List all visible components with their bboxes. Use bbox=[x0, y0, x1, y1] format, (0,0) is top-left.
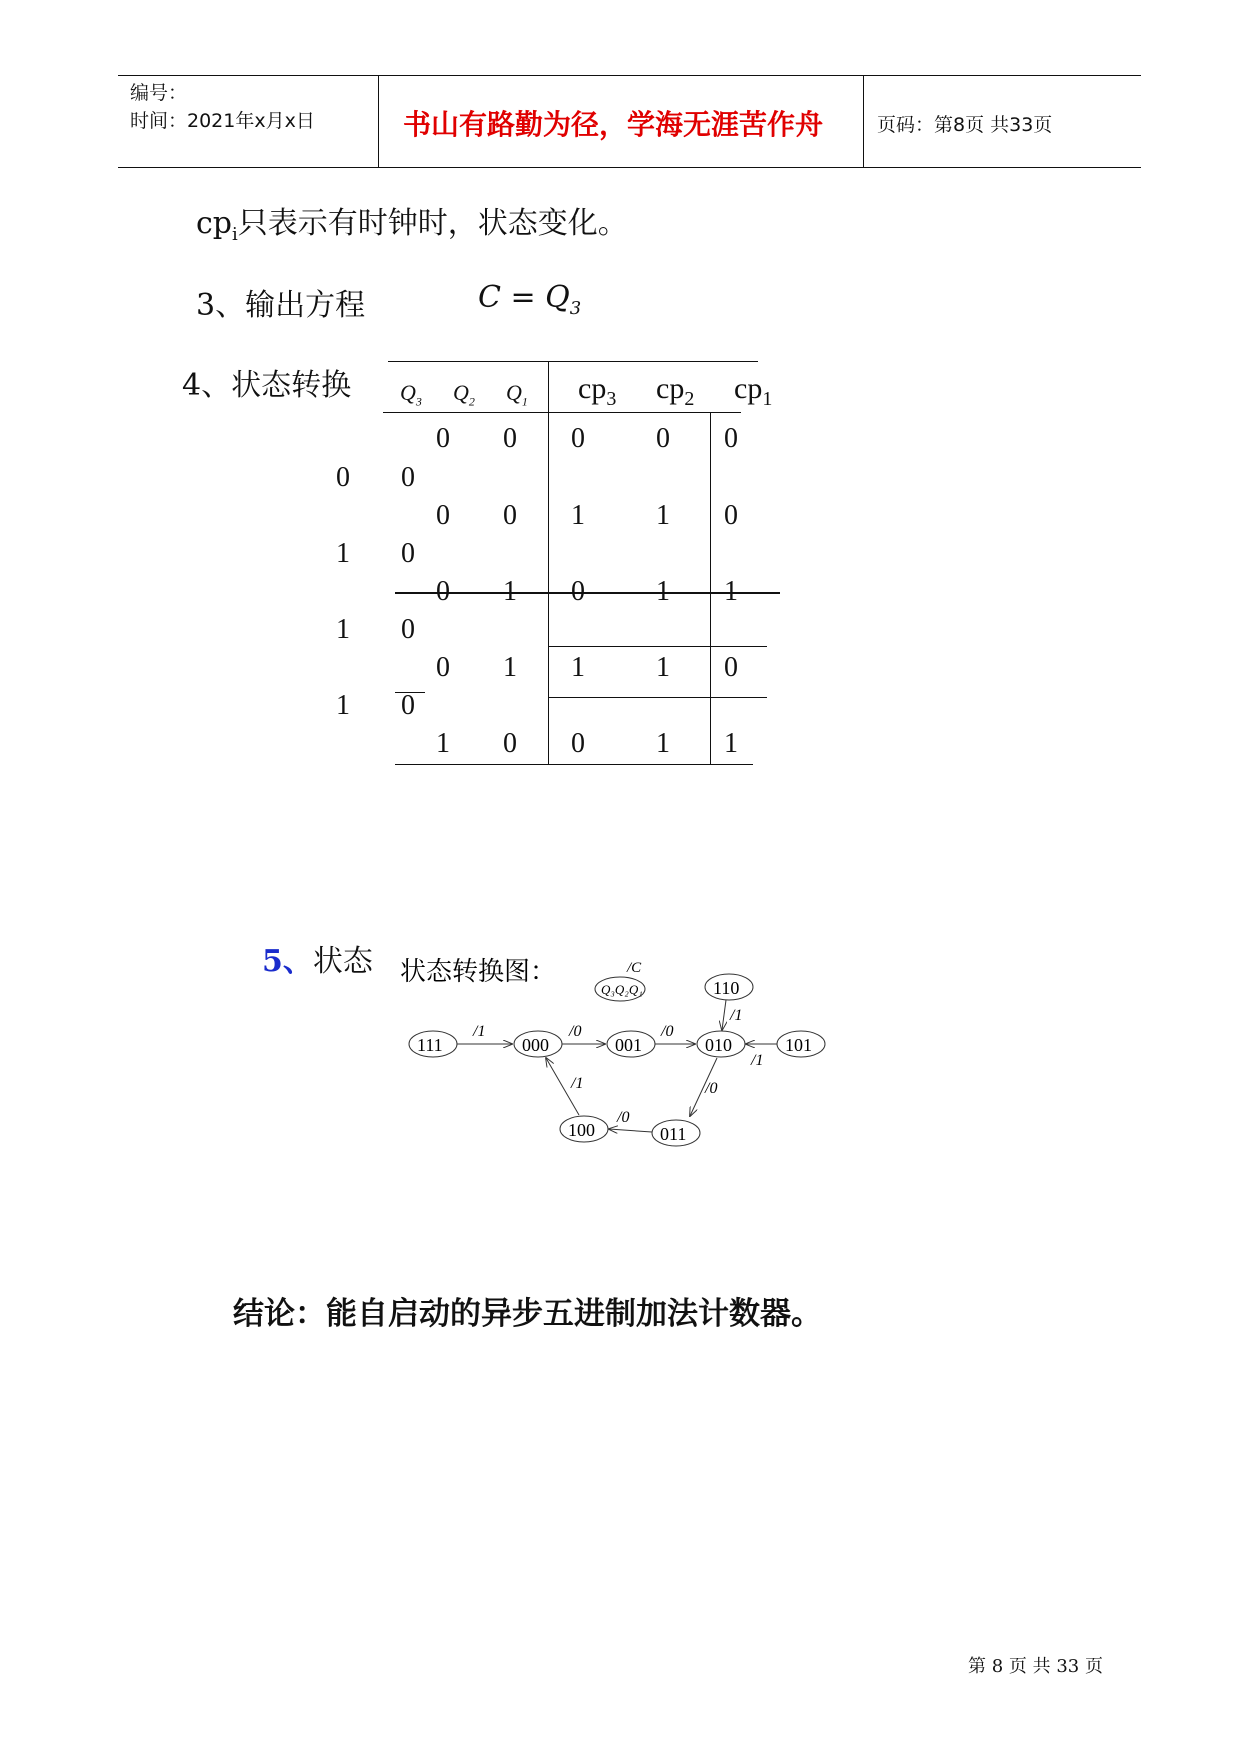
th-cp2: $cp_2$ bbox=[656, 372, 695, 410]
edge-label: /1 bbox=[473, 1023, 486, 1040]
edge-label: /1 bbox=[730, 1007, 743, 1024]
edge-label: /0 bbox=[661, 1023, 674, 1040]
edge-label: /1 bbox=[571, 1075, 584, 1092]
table-cell: 1 bbox=[503, 576, 517, 607]
state-node-001-label: 001 bbox=[615, 1035, 642, 1055]
table-cell: 0 bbox=[436, 500, 450, 531]
table-row-rule-3 bbox=[548, 646, 767, 647]
table-cell: 0 bbox=[724, 500, 738, 531]
table-cell: 0 bbox=[401, 538, 415, 569]
clock-note-prefix: cp bbox=[196, 206, 233, 241]
th-cp3: $cp_3$ bbox=[578, 372, 617, 410]
header-bottom-rule bbox=[118, 167, 1141, 168]
diagram-heading-text: 状态 bbox=[312, 944, 373, 979]
header-motto: 书山有路勤为径，学海无涯苦作舟 bbox=[403, 108, 824, 141]
table-top-rule bbox=[388, 361, 758, 362]
table-cell: 0 bbox=[656, 423, 670, 454]
footer-page-number: 第 8 页 共 33 页 bbox=[968, 1656, 1103, 1677]
table-cell: 1 bbox=[336, 538, 350, 569]
edge-label: /0 bbox=[705, 1080, 718, 1097]
table-cell: 1 bbox=[571, 500, 585, 531]
table-cell: 0 bbox=[401, 462, 415, 493]
header-page-label: 页码：第8页 共33页 bbox=[877, 114, 1053, 136]
table-cell: 0 bbox=[571, 423, 585, 454]
table-row-rule-4 bbox=[548, 697, 767, 698]
table-cell: 0 bbox=[503, 728, 517, 759]
edge-label: /1 bbox=[751, 1052, 764, 1069]
table-cell: 0 bbox=[336, 462, 350, 493]
state-node-100-label: 100 bbox=[568, 1120, 595, 1140]
th-q3: $Q_3$ bbox=[400, 380, 422, 409]
table-header-rule bbox=[383, 412, 741, 413]
table-cell: 0 bbox=[401, 690, 415, 721]
edge-110-010 bbox=[722, 1000, 726, 1030]
eq-lhs: C bbox=[478, 280, 501, 315]
legend-node-label: Q₃Q₂Q₁ bbox=[601, 982, 643, 997]
table-cell: 0 bbox=[503, 500, 517, 531]
table-cell: 1 bbox=[656, 652, 670, 683]
table-cell: 1 bbox=[336, 614, 350, 645]
clock-note bbox=[196, 198, 628, 245]
state-node-111-label: 111 bbox=[417, 1035, 443, 1055]
output-equation-label: 3、输出方程 bbox=[196, 288, 366, 323]
table-title: 4、状态转换 bbox=[182, 368, 352, 403]
table-cell: 0 bbox=[571, 576, 585, 607]
table-cell: 1 bbox=[656, 500, 670, 531]
table-cell: 1 bbox=[336, 690, 350, 721]
header-divider-left bbox=[378, 75, 379, 167]
diagram-heading bbox=[262, 936, 373, 980]
diagram-title: 状态转换图： bbox=[400, 957, 557, 986]
table-cell: 1 bbox=[656, 576, 670, 607]
state-node-011-label: 011 bbox=[660, 1124, 687, 1144]
legend-output: /C bbox=[627, 960, 642, 976]
table-cell: 0 bbox=[724, 652, 738, 683]
header-divider-right bbox=[863, 75, 864, 167]
table-cell: 0 bbox=[724, 423, 738, 454]
table-cell: 0 bbox=[436, 576, 450, 607]
table-cell: 1 bbox=[656, 728, 670, 759]
state-node-110-label: 110 bbox=[713, 978, 740, 998]
table-cell: 0 bbox=[436, 652, 450, 683]
th-q2: $Q_2$ bbox=[453, 380, 475, 409]
edge-011-100 bbox=[609, 1129, 652, 1132]
table-bottom-rule bbox=[395, 764, 753, 765]
eq-sub: 3 bbox=[569, 298, 582, 319]
table-divider-1 bbox=[548, 361, 549, 765]
table-cell: 1 bbox=[724, 576, 738, 607]
state-node-010-label: 010 bbox=[705, 1035, 732, 1055]
edge-label: /0 bbox=[569, 1023, 582, 1040]
table-cell: 0 bbox=[436, 423, 450, 454]
header-top-rule bbox=[118, 75, 1141, 76]
table-cell: 0 bbox=[571, 728, 585, 759]
table-cell: 1 bbox=[436, 728, 450, 759]
table-cell: 1 bbox=[571, 652, 585, 683]
diagram-heading-num: 5、 bbox=[262, 944, 313, 979]
header-time-label: 时间：2021年x月x日 bbox=[130, 110, 315, 132]
header-number-label: 编号： bbox=[130, 82, 188, 104]
table-divider-2 bbox=[710, 412, 711, 765]
th-q1: $Q_1$ bbox=[506, 380, 528, 409]
output-equation bbox=[478, 280, 581, 319]
state-node-101-label: 101 bbox=[785, 1035, 812, 1055]
edge-label: /0 bbox=[617, 1109, 630, 1126]
eq-mid: = Q bbox=[500, 280, 570, 315]
table-cell: 1 bbox=[503, 652, 517, 683]
clock-note-sub: i bbox=[232, 224, 238, 245]
th-cp1: $cp_1$ bbox=[734, 372, 773, 410]
table-cell: 0 bbox=[503, 423, 517, 454]
clock-note-rest: 只表示有时钟时，状态变化。 bbox=[237, 206, 628, 241]
state-diagram bbox=[395, 948, 845, 1158]
table-cell: 0 bbox=[401, 614, 415, 645]
table-cell: 1 bbox=[724, 728, 738, 759]
conclusion: 结论：能自启动的异步五进制加法计数器。 bbox=[233, 1296, 822, 1332]
state-node-000-label: 000 bbox=[522, 1035, 549, 1055]
